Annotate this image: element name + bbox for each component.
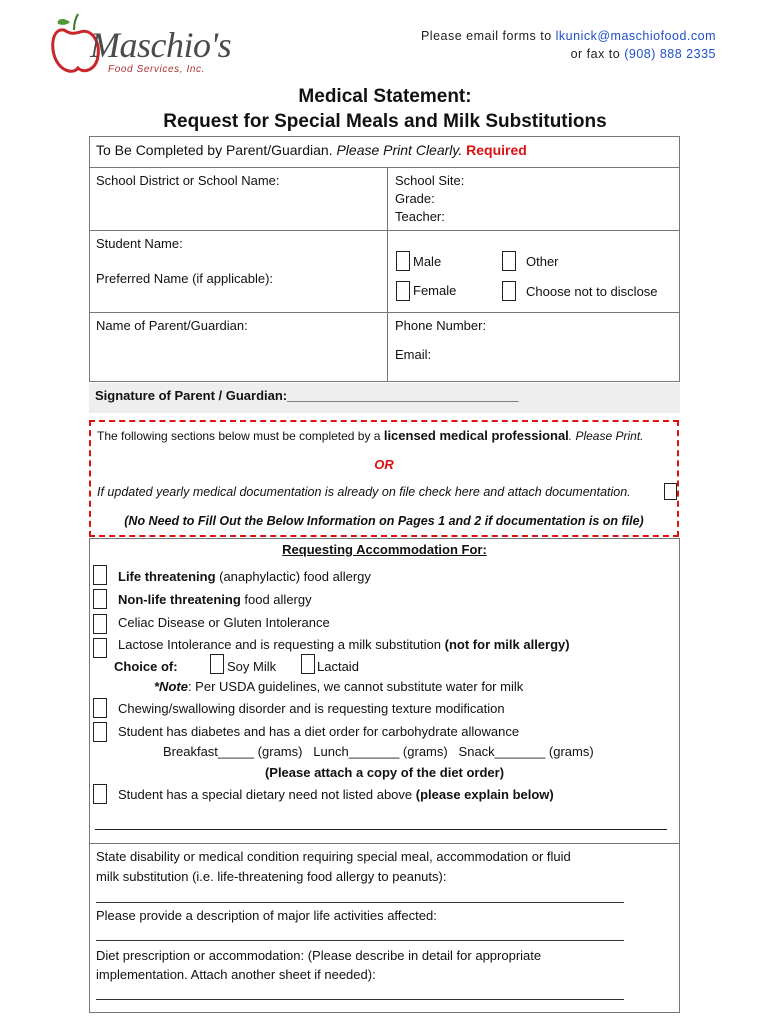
note-bold: *Note — [154, 679, 188, 694]
print-clearly: Please Print Clearly. — [336, 142, 463, 158]
life-threatening-bold: Life threatening — [118, 569, 216, 584]
parent-header-row — [89, 136, 680, 168]
state-condition-line2: milk substitution (i.e. life-threatening food allergy to peanuts): — [96, 869, 447, 884]
grade-label: Grade: — [395, 191, 435, 206]
not-disclose-label: Choose not to disclose — [526, 284, 658, 299]
life-threatening-checkbox[interactable] — [93, 565, 107, 585]
no-need-note: (No Need to Fill Out the Below Information on Pages 1 and 2 if documentation is on file) — [124, 514, 644, 528]
school-site-label: School Site: — [395, 173, 465, 188]
lactaid-label: Lactaid — [317, 659, 359, 674]
accommodation-section — [89, 538, 680, 844]
diet-prescription-line1: Diet prescription or accommodation: (Please describe in detail for appropriate — [96, 948, 542, 963]
other-checkbox[interactable] — [502, 251, 516, 271]
please-print: . Please Print. — [568, 429, 644, 443]
explain-line[interactable] — [95, 829, 667, 830]
lactaid-checkbox[interactable] — [301, 654, 315, 674]
diet-prescription-line2: implementation. Attach another sheet if needed): — [96, 967, 376, 982]
gender-cell — [387, 230, 680, 313]
life-activities-label: Please provide a description of major life activities affected: — [96, 908, 437, 923]
medical-intro: The following sections below must be completed by a — [97, 429, 384, 443]
male-checkbox[interactable] — [396, 251, 410, 271]
accommodation-heading: Requesting Accommodation For: — [282, 542, 487, 557]
phone-label: Phone Number: — [395, 318, 487, 333]
soy-milk-checkbox[interactable] — [210, 654, 224, 674]
school-district-label: School District or School Name: — [96, 173, 280, 188]
life-threatening-rest: (anaphylactic) food allergy — [215, 569, 371, 584]
details-section — [89, 843, 680, 1013]
please-explain: (please explain below) — [415, 787, 554, 802]
non-life-rest: food allergy — [240, 592, 312, 607]
celiac-label: Celiac Disease or Gluten Intolerance — [118, 615, 330, 630]
fax-number: (908) 888 2335 — [624, 47, 716, 61]
medical-professional-box — [89, 420, 679, 537]
teacher-label: Teacher: — [395, 209, 445, 224]
on-file-text: If updated yearly medical documentation is already on file check here and attach documentation. — [97, 485, 631, 499]
special-need-label: Student has a special dietary need not listed above — [118, 787, 416, 802]
page-subtitle: Request for Special Meals and Milk Substitutions — [163, 111, 607, 132]
school-site-cell[interactable] — [387, 167, 680, 231]
diabetes-checkbox[interactable] — [93, 722, 107, 742]
special-need-checkbox[interactable] — [93, 784, 107, 804]
female-label: Female — [413, 283, 457, 298]
lactose-label: Lactose Intolerance and is requesting a milk substitution — [118, 637, 445, 652]
phone-email-cell[interactable] — [387, 312, 680, 382]
fax-prefix: or fax to — [570, 47, 625, 61]
non-life-bold: Non-life threatening — [118, 592, 241, 607]
email-prefix: Please email forms to — [420, 29, 556, 43]
parent-name-label: Name of Parent/Guardian: — [96, 318, 248, 333]
male-label: Male — [413, 254, 442, 269]
meal-grams: Breakfast_____ (grams) Lunch_______ (grams) Snack_______ (grams) — [163, 744, 594, 759]
student-name-cell[interactable] — [89, 230, 388, 313]
contact-info — [421, 27, 716, 63]
email-link[interactable]: lkunick@maschiofood.com — [555, 29, 716, 43]
signature-row[interactable] — [89, 383, 680, 413]
or-label: OR — [374, 457, 394, 472]
non-life-threatening-checkbox[interactable] — [93, 589, 107, 609]
logo-subtitle: Food Services, Inc. — [108, 64, 205, 75]
lactose-checkbox[interactable] — [93, 638, 107, 658]
licensed-professional: licensed medical professional — [383, 428, 569, 443]
parent-name-cell[interactable] — [89, 312, 388, 382]
state-condition-line1: State disability or medical condition requiring special meal, accommodation or fluid — [96, 849, 571, 864]
preferred-name-label: Preferred Name (if applicable): — [96, 271, 274, 286]
condition-answer-line[interactable] — [96, 902, 624, 903]
diet-answer-line[interactable] — [96, 999, 624, 1000]
other-label: Other — [526, 254, 559, 269]
note-text: : Per USDA guidelines, we cannot substitute water for milk — [187, 679, 524, 694]
female-checkbox[interactable] — [396, 281, 410, 301]
parent-header: To Be Completed by Parent/Guardian. — [96, 142, 333, 158]
celiac-checkbox[interactable] — [93, 614, 107, 634]
email-label: Email: — [395, 347, 432, 362]
chewing-label: Chewing/swallowing disorder and is requesting texture modification — [118, 701, 505, 716]
school-district-cell[interactable] — [89, 167, 388, 231]
on-file-checkbox[interactable] — [664, 483, 677, 500]
chewing-checkbox[interactable] — [93, 698, 107, 718]
required-label: Required — [466, 142, 527, 158]
diabetes-label: Student has diabetes and has a diet order for carbohydrate allowance — [118, 724, 520, 739]
student-name-label: Student Name: — [96, 236, 183, 251]
attach-diet-order: (Please attach a copy of the diet order) — [264, 765, 505, 780]
logo-name: Maschio's — [90, 25, 232, 65]
not-milk-allergy: (not for milk allergy) — [444, 637, 570, 652]
life-activities-line[interactable] — [96, 940, 624, 941]
choice-of-label: Choice of: — [114, 659, 178, 674]
page-title: Medical Statement: — [298, 86, 472, 107]
signature-label: Signature of Parent / Guardian:________________________________ — [95, 388, 519, 403]
soy-milk-label: Soy Milk — [227, 659, 277, 674]
not-disclose-checkbox[interactable] — [502, 281, 516, 301]
